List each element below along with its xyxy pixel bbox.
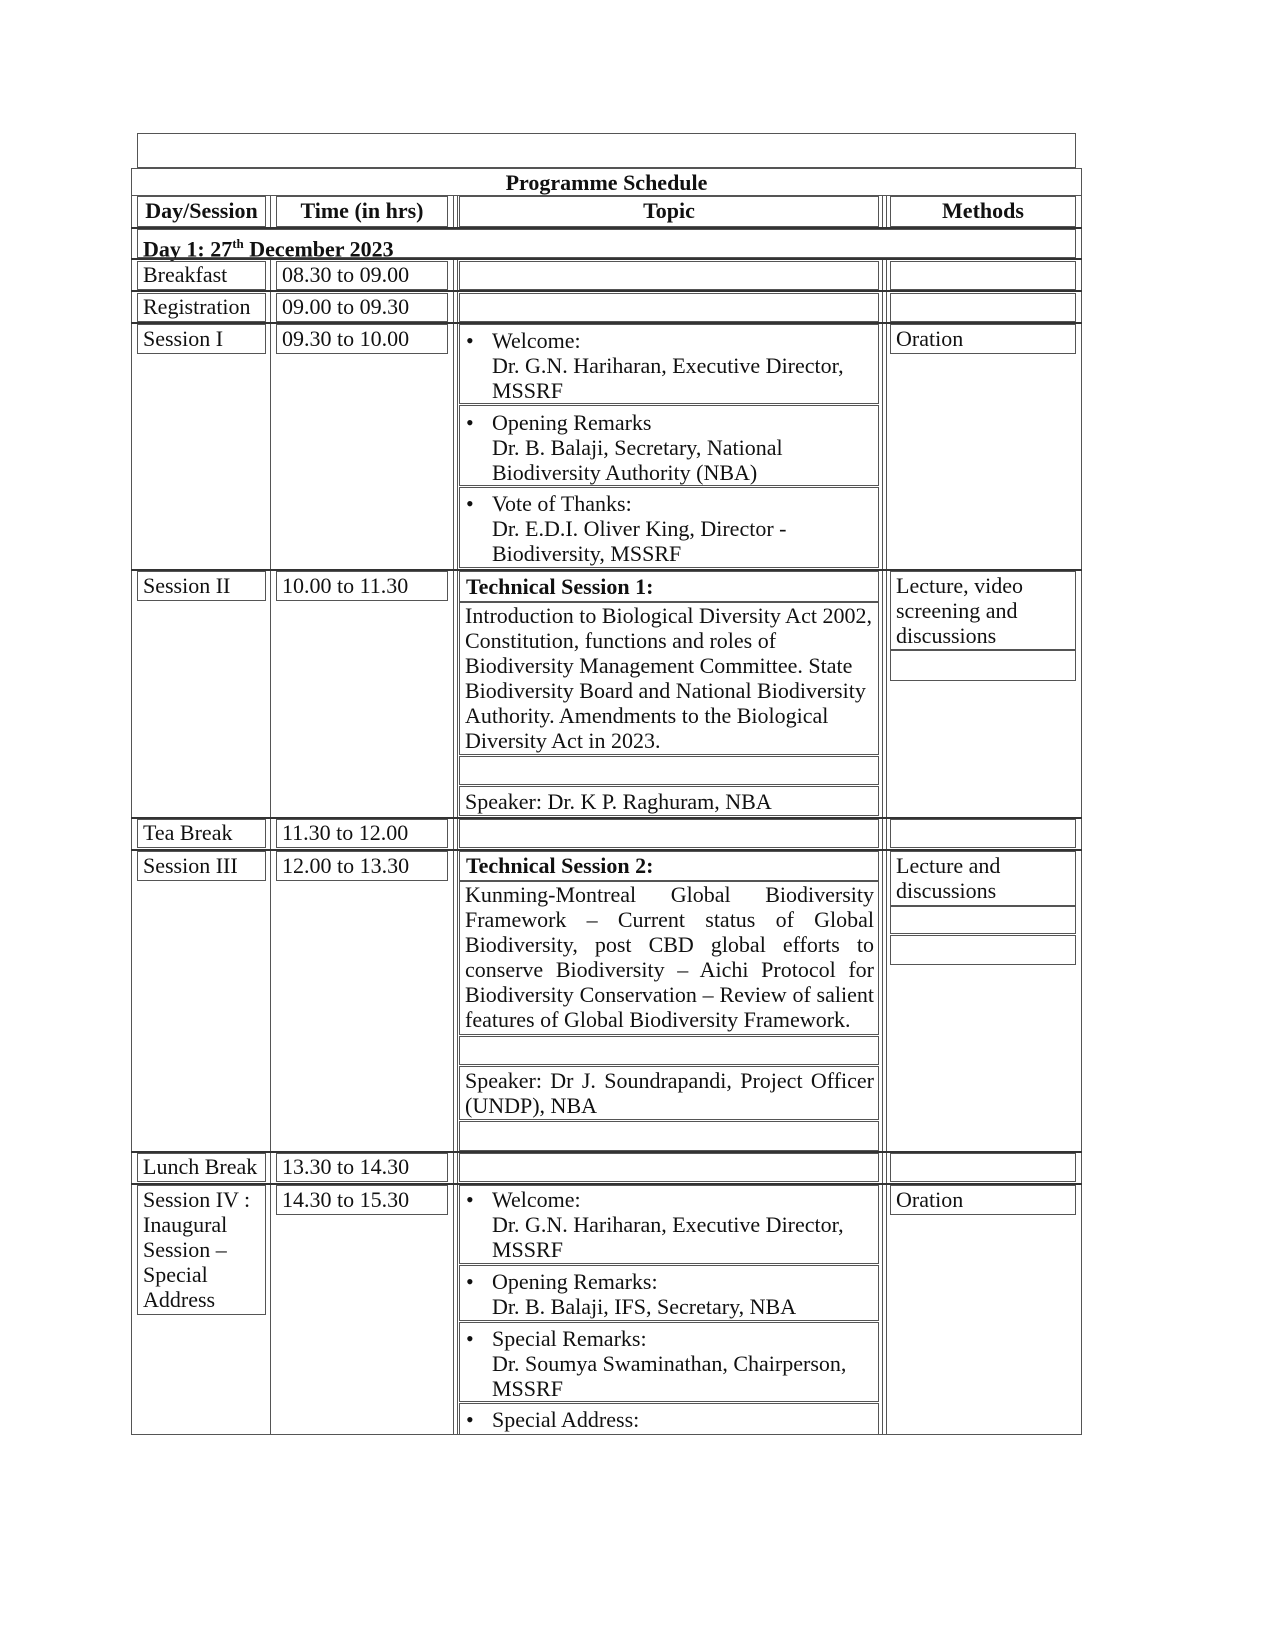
session4-session-line: Special [143, 1262, 208, 1287]
session4-item-title: Opening Remarks: [492, 1269, 658, 1294]
session4-method: Oration [896, 1187, 964, 1212]
session1-item-line: Biodiversity Authority (NBA) [492, 460, 758, 485]
lunch-time: 13.30 to 14.30 [282, 1154, 410, 1179]
session2-session: Session II [143, 573, 231, 598]
session4-item-line: Dr. Soumya Swaminathan, Chairperson, [492, 1351, 847, 1376]
session3-body: Kunming-Montreal Global Biodiversity Framework – Current status of Global Biodiversity, post CBD global efforts to conserve Biodiversity – Aichi Protocol for Biodiversity Conservation – Review of salient features of Global Biodiversity Framework. [465, 882, 874, 1032]
bullet-icon: • [466, 1269, 474, 1294]
registration-session: Registration [143, 294, 251, 319]
row-divider [131, 258, 1082, 260]
session2-body-line: Authority. Amendments to the Biological [465, 703, 829, 728]
session3-speaker: Speaker: Dr J. Soundrapandi, Project Officer (UNDP), NBA [465, 1068, 874, 1118]
registration-method-cell [890, 293, 1076, 322]
session4-item-line: Dr. G.N. Hariharan, Executive Director, [492, 1212, 844, 1237]
session1-item-line: Dr. B. Balaji, Secretary, National [492, 435, 783, 460]
header-time: Time (in hrs) [300, 198, 424, 223]
schedule-title: Programme Schedule [505, 170, 708, 195]
session4-time: 14.30 to 15.30 [282, 1187, 410, 1212]
breakfast-method-cell [890, 261, 1076, 290]
header-empty-box [137, 133, 1076, 168]
bullet-icon: • [466, 1407, 474, 1432]
header-day-session: Day/Session [145, 198, 258, 223]
session1-item-title: Welcome: [492, 328, 581, 353]
session3-session: Session III [143, 853, 238, 878]
session4-item-title: Welcome: [492, 1187, 581, 1212]
tea-method-cell [890, 819, 1076, 848]
session4-item-line: MSSRF [492, 1237, 563, 1262]
col-divider [453, 195, 454, 1435]
session2-time: 10.00 to 11.30 [282, 573, 409, 598]
breakfast-topic-cell [459, 261, 879, 290]
tea-session: Tea Break [143, 820, 233, 845]
registration-time: 09.00 to 09.30 [282, 294, 410, 319]
session1-item-line: Dr. E.D.I. Oliver King, Director - [492, 516, 787, 541]
session1-item-title: Vote of Thanks: [492, 491, 632, 516]
session1-item-line: Biodiversity, MSSRF [492, 541, 682, 566]
bullet-icon: • [466, 1326, 474, 1351]
session1-session: Session I [143, 326, 224, 351]
breakfast-time: 08.30 to 09.00 [282, 262, 410, 287]
session2-heading: Technical Session 1: [466, 574, 654, 599]
col-divider [457, 195, 458, 1435]
session1-item-line: Dr. G.N. Hariharan, Executive Director, [492, 353, 844, 378]
bullet-icon: • [466, 491, 474, 516]
col-divider [270, 195, 271, 1435]
session2-empty-cell [459, 756, 879, 785]
session3-method-line: discussions [896, 878, 997, 903]
session4-item-title: Special Address: [492, 1407, 640, 1432]
session2-method-line: screening and [896, 598, 1018, 623]
lunch-session: Lunch Break [143, 1154, 258, 1179]
session3-empty-cell [459, 1121, 879, 1151]
bullet-icon: • [466, 410, 474, 435]
session3-method-line: Lecture and [896, 853, 1001, 878]
session1-time: 09.30 to 10.00 [282, 326, 410, 351]
session1-item-line: MSSRF [492, 378, 563, 403]
session3-method-empty [890, 906, 1076, 934]
breakfast-session: Breakfast [143, 262, 228, 287]
session2-method-empty [890, 650, 1076, 681]
session2-method-line: Lecture, video [896, 573, 1024, 598]
session2-speaker: Speaker: Dr. K P. Raghuram, NBA [465, 789, 772, 814]
session4-item-line: MSSRF [492, 1376, 563, 1401]
session3-heading: Technical Session 2: [466, 853, 654, 878]
session2-method-line: discussions [896, 623, 997, 648]
session4-item-line: Dr. B. Balaji, IFS, Secretary, NBA [492, 1294, 797, 1319]
tea-topic-cell [459, 819, 879, 848]
session4-item-title: Special Remarks: [492, 1326, 647, 1351]
session1-method: Oration [896, 326, 964, 351]
session4-session-line: Session IV : [143, 1187, 251, 1212]
lunch-method-cell [890, 1153, 1076, 1182]
row-divider [131, 290, 1082, 292]
session4-session-line: Inaugural [143, 1212, 228, 1237]
bullet-icon: • [466, 1187, 474, 1212]
lunch-topic-cell [459, 1153, 879, 1182]
registration-topic-cell [459, 293, 879, 322]
col-divider [886, 195, 887, 1435]
session2-body-line: Introduction to Biological Diversity Act 2002, [465, 603, 872, 628]
header-methods: Methods [942, 198, 1024, 223]
session2-body-line: Biodiversity Management Committee. State [465, 653, 853, 678]
session4-session-line: Session – [143, 1237, 227, 1262]
tea-time: 11.30 to 12.00 [282, 820, 409, 845]
col-divider [882, 195, 883, 1435]
session2-body-line: Diversity Act in 2023. [465, 728, 661, 753]
session2-body-line: Constitution, functions and roles of [465, 628, 777, 653]
day1-prefix: Day 1: 27 [143, 236, 233, 262]
header-topic: Topic [643, 198, 695, 223]
session3-time: 12.00 to 13.30 [282, 853, 410, 878]
session1-item-title: Opening Remarks [492, 410, 652, 435]
bullet-icon: • [466, 328, 474, 353]
day1-sup: th [232, 236, 244, 251]
session3-method-empty [890, 935, 1076, 965]
session2-body-line: Biodiversity Board and National Biodiversity [465, 678, 866, 703]
day1-suffix: December 2023 [243, 236, 394, 262]
session4-session-line: Address [143, 1287, 216, 1312]
session3-empty-cell [459, 1036, 879, 1065]
